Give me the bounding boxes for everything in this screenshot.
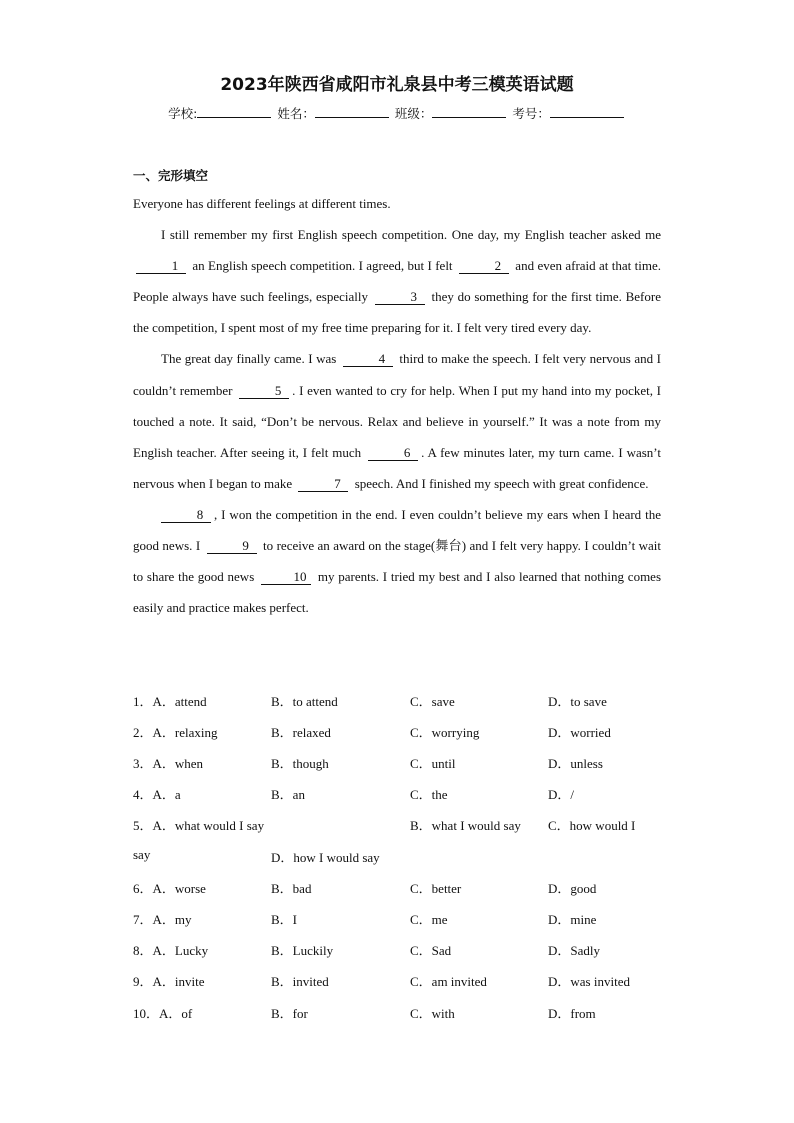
text-segment: speech. And I finished my speech with great confidence. xyxy=(354,475,649,491)
text-segment: and even afraid at that time. People always have such feelings, especially xyxy=(133,258,662,305)
text-segment: third to make the speech. I felt very nervous and I couldn’t remember xyxy=(133,351,662,398)
page-title: 2023年陕西省咸阳市礼泉县中考三模英语试题 xyxy=(220,75,574,95)
option-c[interactable]: C．how would I xyxy=(548,818,636,833)
question-8 xyxy=(133,940,661,971)
question-7 xyxy=(133,909,661,940)
option-b[interactable]: B．an xyxy=(271,787,305,802)
blank-4: 4 xyxy=(343,352,393,367)
option-c[interactable]: C．me xyxy=(410,912,448,927)
option-b[interactable]: B．though xyxy=(271,756,329,771)
text-segment: they do something for the first time. Before the competition, I spent most of my free time preparing for it. I felt very tired every day. xyxy=(133,289,661,336)
school-blank[interactable] xyxy=(197,105,271,118)
option-c[interactable]: C．until xyxy=(410,756,456,771)
question-2 xyxy=(133,722,661,753)
option-d[interactable]: D．from xyxy=(548,1006,596,1021)
text-segment: I still remember my first English speech competition. One day, my English teacher asked me xyxy=(161,227,661,243)
text-segment: an English speech competition. I agreed, but I felt xyxy=(192,258,453,274)
option-d[interactable]: D．unless xyxy=(548,756,603,771)
option-a[interactable]: 4．A．a xyxy=(133,787,181,802)
blank-2: 2 xyxy=(459,259,509,274)
option-a[interactable]: 1．A．attend xyxy=(133,694,207,709)
text-segment: The great day finally came. I was xyxy=(161,351,337,367)
text-segment: . I even wanted to cry for help. When I put my hand into my pocket, I touched a note. It said, “Don’t be nervous. Relax and believe in yourself.” It was a note from my English teacher. After seeing it, I felt much xyxy=(133,382,661,460)
paragraph-1 xyxy=(133,219,661,343)
passage-intro: Everyone has different feelings at different times. xyxy=(133,196,391,211)
name-label: 姓名： xyxy=(277,106,315,121)
question-5 xyxy=(133,815,661,846)
question-9 xyxy=(133,971,661,1002)
text-segment: , I won the competition in the end. I even couldn’t believe my ears when I heard the good news. I xyxy=(133,506,661,554)
blank-7: 7 xyxy=(298,477,348,492)
option-d[interactable]: D．good xyxy=(548,881,597,896)
option-c[interactable]: C．Sad xyxy=(410,943,452,958)
question-6 xyxy=(133,878,661,909)
option-a[interactable]: 10．A．of xyxy=(133,1006,193,1021)
cloze-passage xyxy=(133,188,661,623)
option-b[interactable]: B．I xyxy=(271,912,298,927)
option-d[interactable]: D．worried xyxy=(548,725,611,740)
option-c[interactable]: C．with xyxy=(410,1006,455,1021)
option-d[interactable]: D．how I would say xyxy=(271,850,380,865)
paragraph-3 xyxy=(133,499,661,623)
option-c[interactable]: C．worrying xyxy=(410,725,480,740)
option-b[interactable]: B．for xyxy=(271,1006,308,1021)
blank-3: 3 xyxy=(375,290,425,305)
number-blank[interactable] xyxy=(550,105,624,118)
class-label: 班级： xyxy=(394,106,433,121)
question-4 xyxy=(133,784,661,815)
name-blank[interactable] xyxy=(315,105,389,118)
option-b[interactable]: B．bad xyxy=(271,881,312,896)
question-3 xyxy=(133,753,661,784)
option-a[interactable]: 7．A．my xyxy=(133,912,192,927)
option-a[interactable]: 2．A．relaxing xyxy=(133,725,218,740)
option-d[interactable]: D．to save xyxy=(548,694,607,709)
section-heading: 一、完形填空 xyxy=(133,168,209,183)
option-d[interactable]: D．/ xyxy=(548,787,575,802)
option-b[interactable]: B．Luckily xyxy=(271,943,334,958)
option-b[interactable]: B．to attend xyxy=(271,694,338,709)
question-1 xyxy=(133,691,661,722)
blank-6: 6 xyxy=(368,446,418,461)
number-label: 考号： xyxy=(512,106,550,121)
text-segment: . A few minutes later, my turn came. I wasn’t nervous when I began to make xyxy=(133,444,661,491)
option-b[interactable]: B．what I would say xyxy=(410,818,521,833)
option-b[interactable]: B．invited xyxy=(271,974,329,989)
option-d[interactable]: D．mine xyxy=(548,912,597,927)
option-c-continued[interactable]: say xyxy=(133,847,151,862)
option-a[interactable]: 8．A．Lucky xyxy=(133,943,209,958)
question-5-continued xyxy=(133,847,661,878)
option-a[interactable]: 6．A．worse xyxy=(133,881,206,896)
option-c[interactable]: C．save xyxy=(410,694,455,709)
option-a[interactable]: 3．A．when xyxy=(133,756,204,771)
option-a[interactable]: 9．A．invite xyxy=(133,974,205,989)
school-label: 学校: xyxy=(168,106,198,121)
blank-1: 1 xyxy=(136,259,186,274)
option-c[interactable]: C．am invited xyxy=(410,974,487,989)
question-10 xyxy=(133,1003,661,1034)
blank-9: 9 xyxy=(207,539,257,554)
option-b[interactable]: B．relaxed xyxy=(271,725,331,740)
option-c[interactable]: C．the xyxy=(410,787,448,802)
paragraph-2 xyxy=(133,343,661,498)
blank-8: 8 xyxy=(161,508,211,523)
student-info-line xyxy=(0,104,794,122)
option-d[interactable]: D．Sadly xyxy=(548,943,601,958)
text-segment: my parents. I tried my best and I also learned that nothing comes easily and practice makes perfect. xyxy=(133,569,662,616)
option-d[interactable]: D．was invited xyxy=(548,974,630,989)
class-blank[interactable] xyxy=(432,105,506,118)
option-c[interactable]: C．better xyxy=(410,881,462,896)
blank-5: 5 xyxy=(239,384,289,399)
option-a[interactable]: 5．A．what would I say xyxy=(133,818,265,833)
blank-10: 10 xyxy=(261,570,311,585)
text-segment: to receive an award on the stage(舞台) and I felt very happy. I couldn’t wait to share the good news xyxy=(133,538,662,585)
